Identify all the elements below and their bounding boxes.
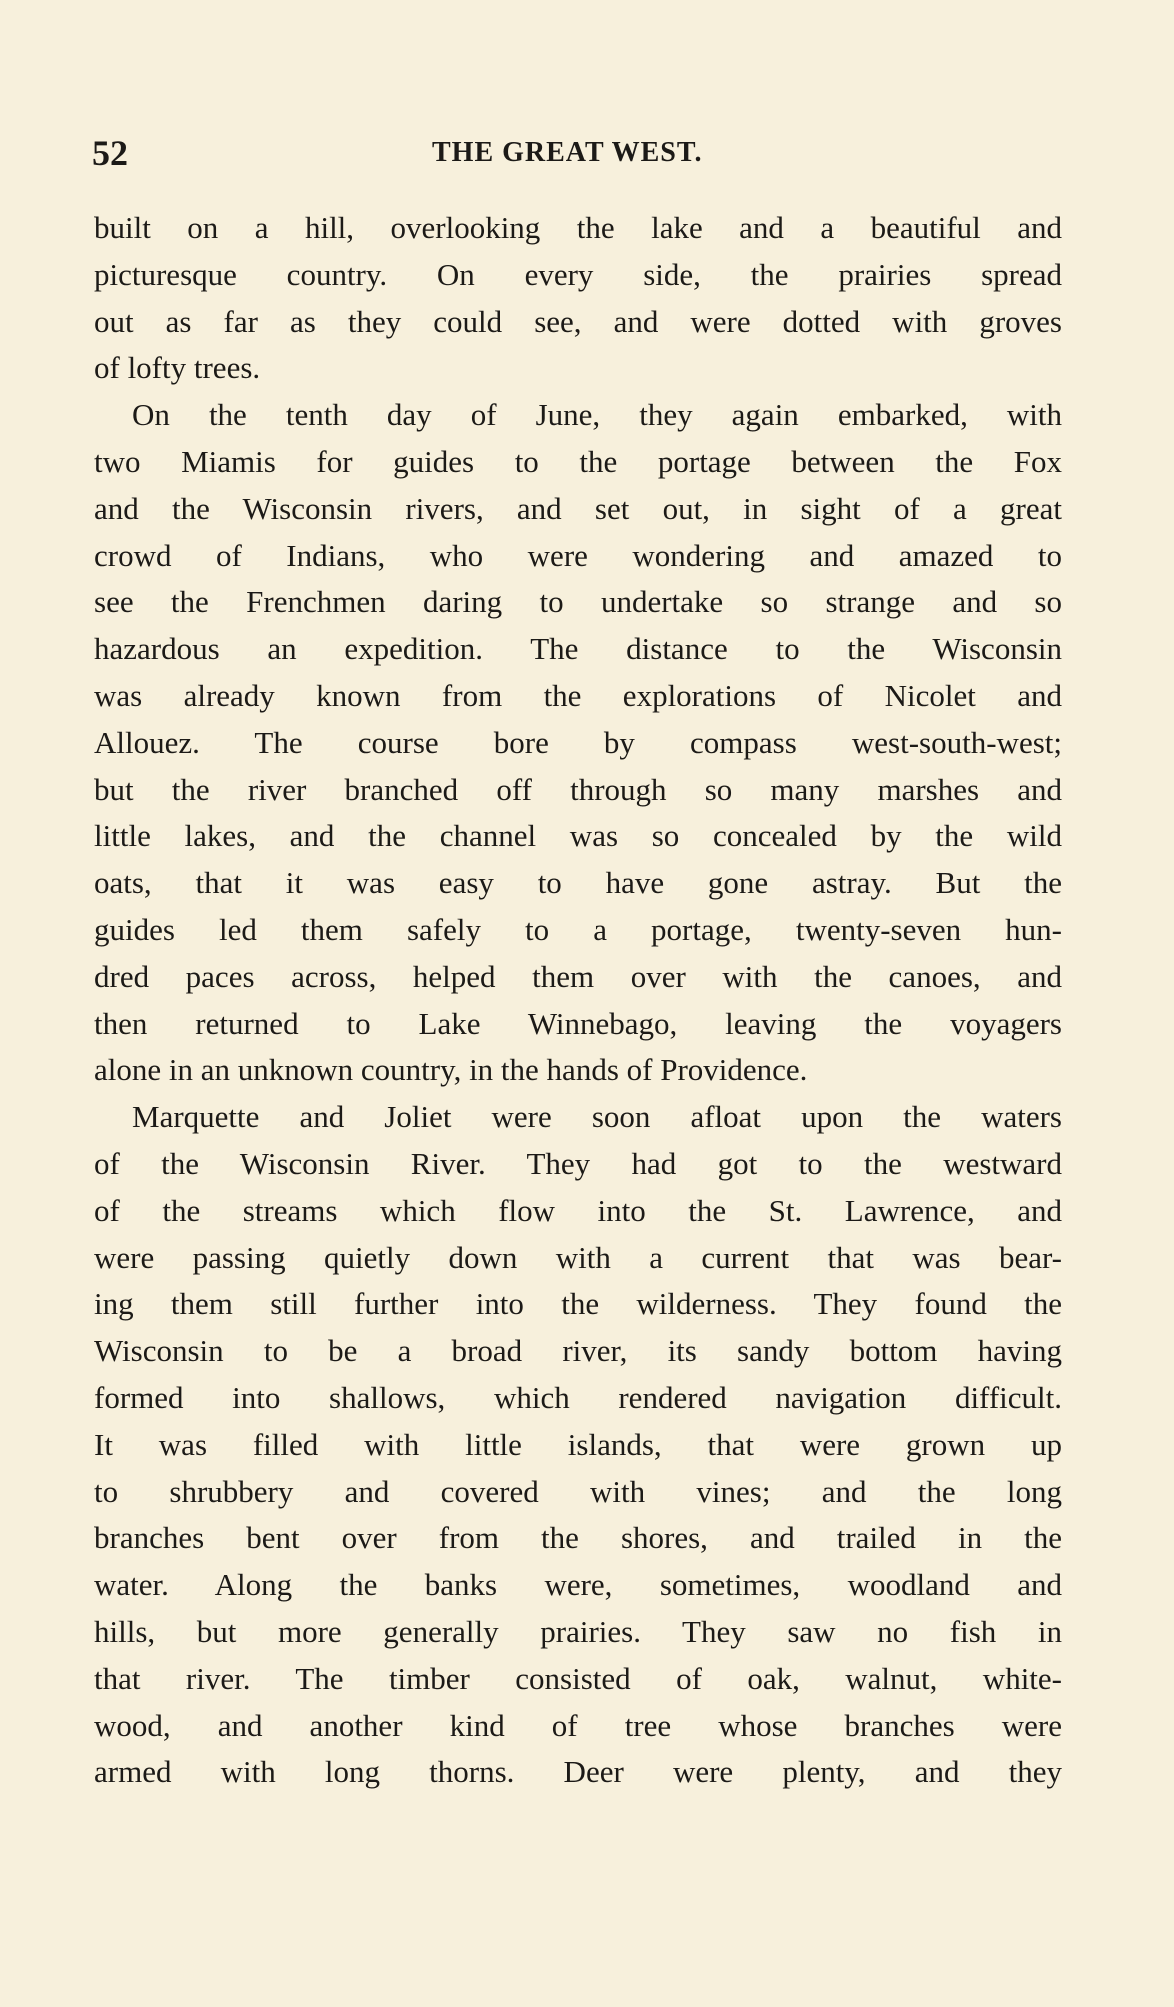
text-line: two Miamis for guides to the portage between the Fox [94, 443, 1062, 479]
text-line: branches bent over from the shores, and trailed in the [94, 1520, 1062, 1556]
text-line: formed into shallows, which rendered navigation difficult. [94, 1379, 1062, 1415]
page-header [92, 128, 1092, 178]
text-line: crowd of Indians, who were wondering and amazed to [94, 537, 1062, 573]
text-line: was already known from the explorations of Nicolet and [94, 677, 1062, 713]
text-line: hills, but more generally prairies. They saw no fish in [94, 1613, 1062, 1649]
text-line: On the tenth day of June, they again embarked, with [132, 397, 1062, 433]
text-line: Marquette and Joliet were soon afloat upon the waters [132, 1099, 1062, 1135]
text-line: ing them still further into the wilderness. They found the [94, 1286, 1062, 1322]
text-line: alone in an unknown country, in the hands of Providence. [94, 1052, 808, 1088]
body-text [94, 205, 1062, 1796]
text-line: armed with long thorns. Deer were plenty, and they [94, 1754, 1062, 1790]
text-line: dred paces across, helped them over with the canoes, and [94, 958, 1062, 994]
text-line: It was filled with little islands, that were grown up [94, 1426, 1062, 1462]
text-line: of lofty trees. [94, 350, 261, 386]
text-line: of the streams which flow into the St. Lawrence, and [94, 1192, 1062, 1228]
text-line: little lakes, and the channel was so concealed by the wild [94, 818, 1062, 854]
text-line: hazardous an expedition. The distance to the Wisconsin [94, 631, 1062, 667]
text-line: see the Frenchmen daring to undertake so strange and so [94, 584, 1062, 620]
text-line: were passing quietly down with a current that was bear- [94, 1239, 1062, 1275]
text-line: and the Wisconsin rivers, and set out, in sight of a great [94, 490, 1062, 526]
text-line: Wisconsin to be a broad river, its sandy bottom having [94, 1333, 1062, 1369]
text-line: wood, and another kind of tree whose branches were [94, 1707, 1062, 1743]
text-line: Allouez. The course bore by compass west-south-west; [94, 724, 1062, 760]
text-line: to shrubbery and covered with vines; and the long [94, 1473, 1062, 1509]
page-number: 52 [92, 133, 128, 173]
text-line: that river. The timber consisted of oak, walnut, white- [94, 1660, 1062, 1696]
text-line: but the river branched off through so many marshes and [94, 771, 1062, 807]
text-line: guides led them safely to a portage, twenty-seven hun- [94, 911, 1062, 947]
text-line: built on a hill, overlooking the lake and a beautiful and [94, 210, 1062, 245]
text-line: picturesque country. On every side, the prairies spread [94, 256, 1062, 292]
running-title: THE GREAT WEST. [432, 137, 703, 168]
text-line: oats, that it was easy to have gone astray. But the [94, 865, 1062, 901]
text-line: of the Wisconsin River. They had got to the westward [94, 1145, 1062, 1181]
text-line: water. Along the banks were, sometimes, woodland and [94, 1567, 1062, 1603]
text-line: then returned to Lake Winnebago, leaving the voyagers [94, 1005, 1062, 1041]
text-line: out as far as they could see, and were dotted with groves [94, 303, 1062, 339]
